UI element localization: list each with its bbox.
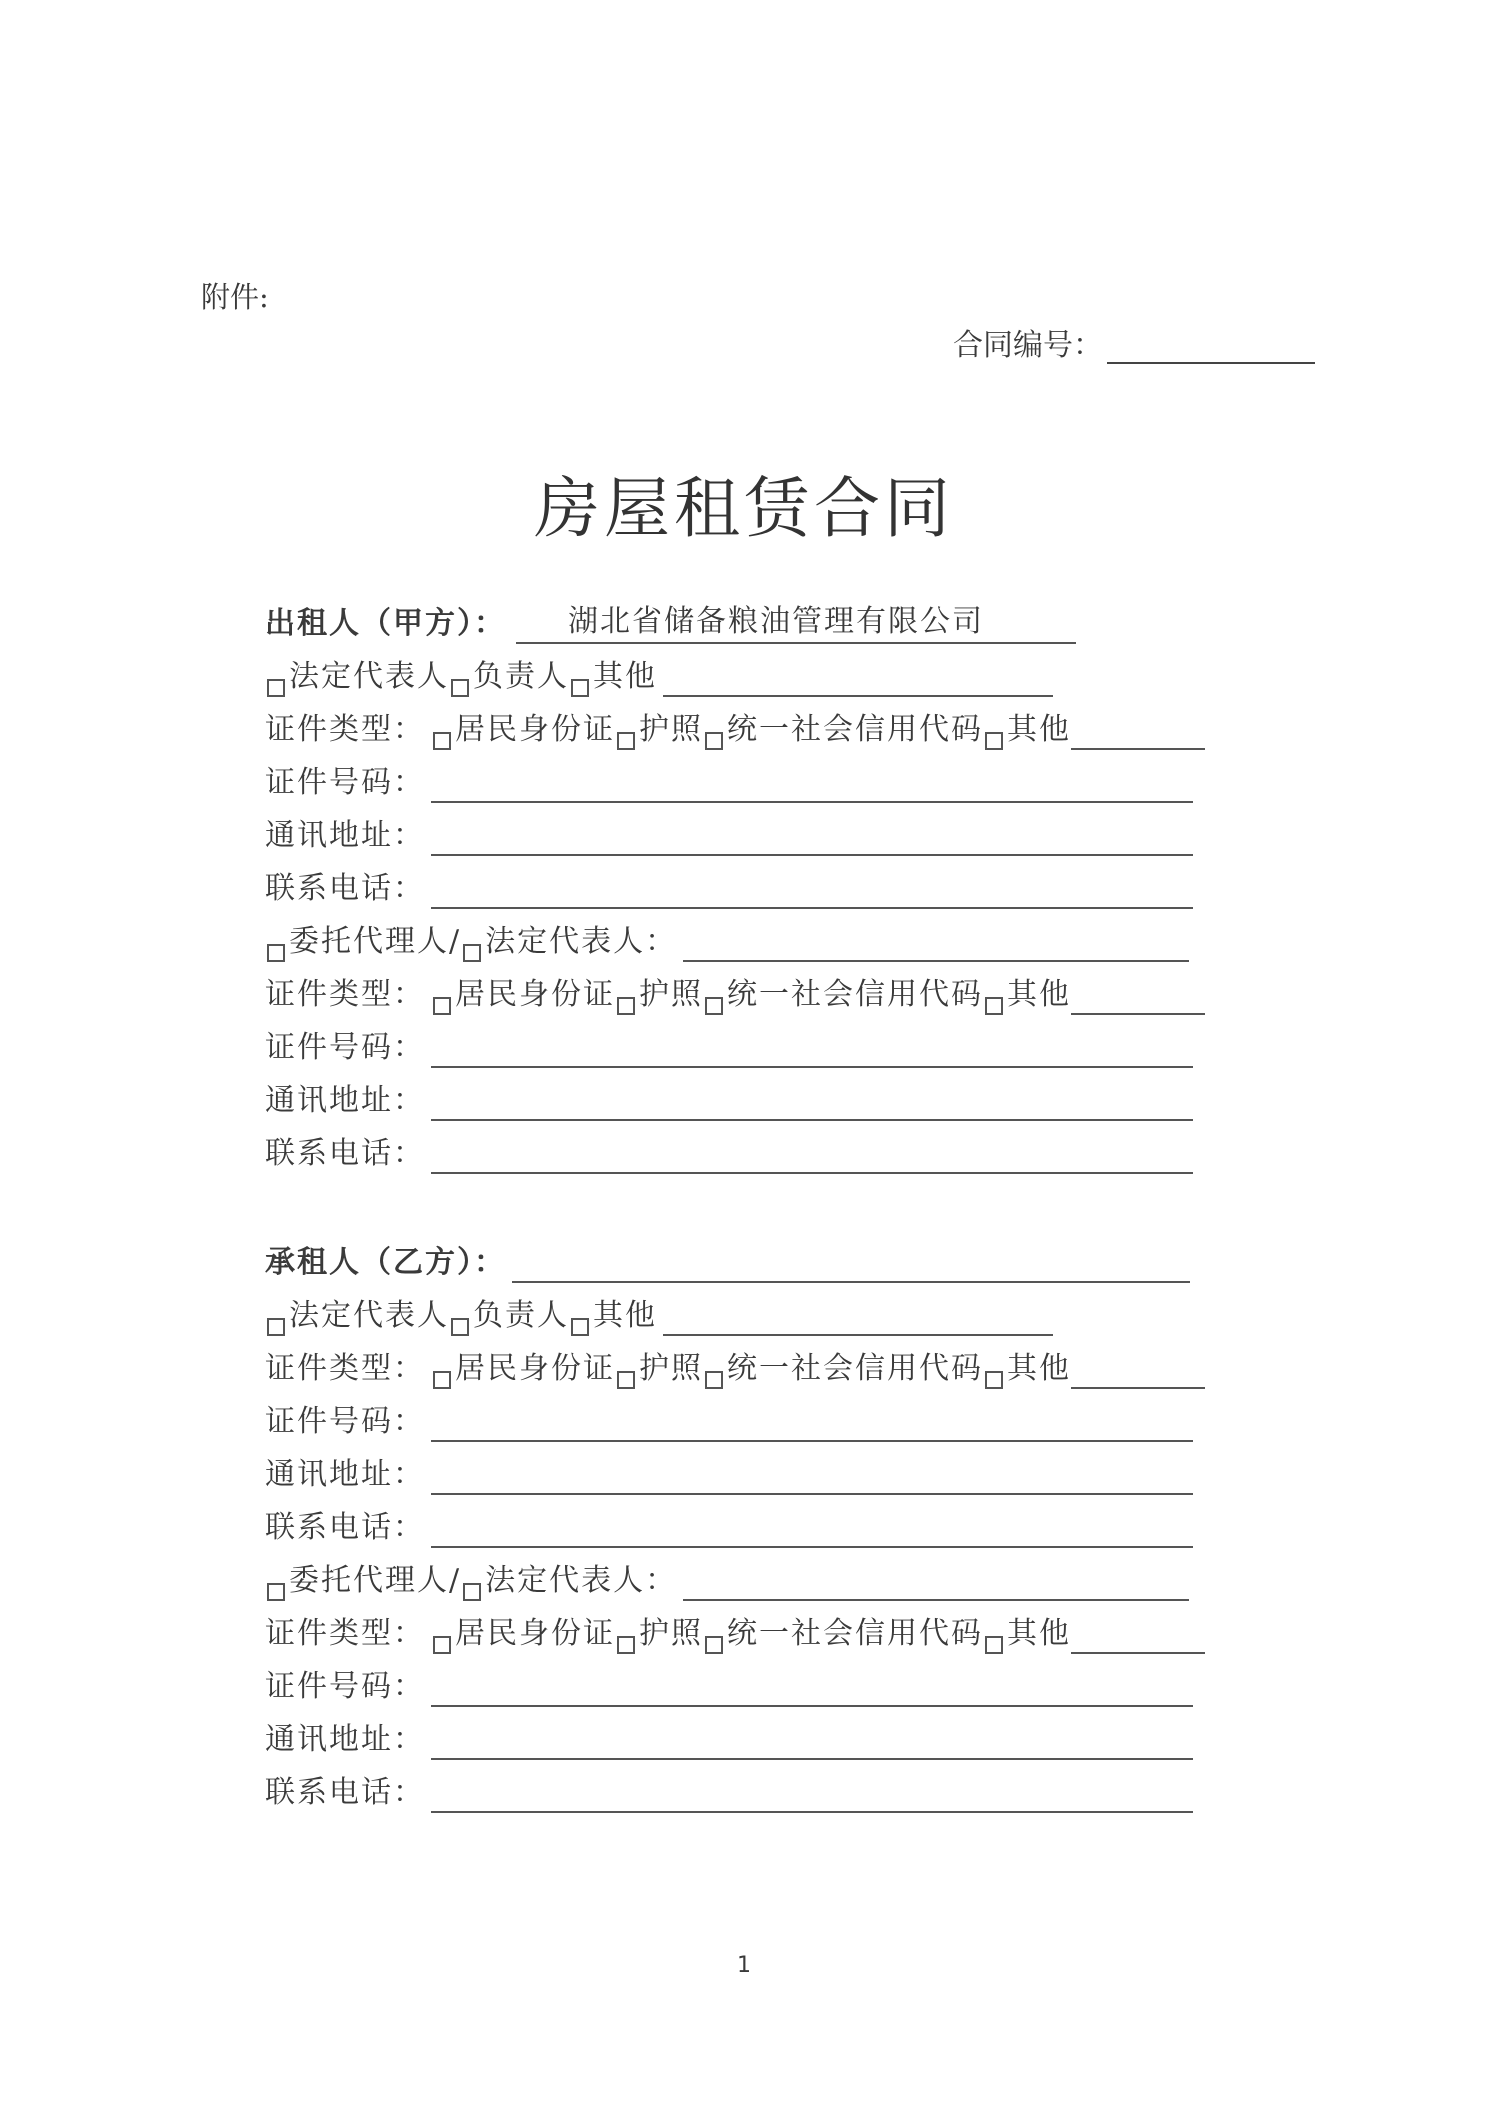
lessee-phone-row bbox=[265, 1506, 1193, 1548]
blank-line bbox=[431, 1032, 1193, 1068]
blank-line bbox=[663, 1300, 1053, 1336]
blank-line bbox=[1071, 714, 1205, 750]
lessor-agent-address-row bbox=[265, 1079, 1193, 1121]
lessor-rep-option: 法定代表人 bbox=[289, 659, 449, 694]
lessor-agent-id-no-row bbox=[265, 1026, 1193, 1068]
checkbox-icon bbox=[267, 679, 285, 697]
id-type-option: 护照 bbox=[639, 1616, 703, 1651]
checkbox-icon bbox=[985, 732, 1003, 750]
checkbox-icon bbox=[617, 1371, 635, 1389]
agent-option: 委托代理人/ bbox=[289, 1563, 462, 1598]
checkbox-icon bbox=[617, 732, 635, 750]
checkbox-icon bbox=[267, 1583, 285, 1601]
lessor-agent-row bbox=[265, 920, 1189, 962]
id-type-option: 护照 bbox=[639, 977, 703, 1012]
id-type-label: 证件类型： bbox=[265, 977, 425, 1012]
blank-line bbox=[431, 767, 1193, 803]
lessor-heading: 出租人（甲方）： bbox=[265, 606, 506, 641]
checkbox-icon bbox=[463, 1583, 481, 1601]
id-no-label: 证件号码： bbox=[265, 765, 425, 800]
lessee-heading: 承租人（乙方）： bbox=[265, 1245, 506, 1280]
lessor-agent-id-type-row bbox=[265, 973, 1205, 1015]
checkbox-icon bbox=[985, 1371, 1003, 1389]
blank-line bbox=[1071, 1353, 1205, 1389]
id-type-option: 居民身份证 bbox=[455, 1351, 615, 1386]
blank-line bbox=[431, 1138, 1193, 1174]
blank-line bbox=[431, 820, 1193, 856]
agent-option: 法定代表人： bbox=[485, 1563, 678, 1598]
id-no-label: 证件号码： bbox=[265, 1030, 425, 1065]
blank-line bbox=[431, 1724, 1193, 1760]
lessor-address-row bbox=[265, 814, 1193, 856]
lessor-name-line bbox=[516, 606, 1076, 644]
lessor-id-type-row bbox=[265, 708, 1205, 750]
id-no-label: 证件号码： bbox=[265, 1669, 425, 1704]
blank-line bbox=[512, 1247, 1190, 1283]
blank-line bbox=[1071, 979, 1205, 1015]
document-title: 房屋租赁合同 bbox=[534, 470, 954, 547]
lessee-agent-phone-row bbox=[265, 1771, 1193, 1813]
lessee-address-row bbox=[265, 1453, 1193, 1495]
checkbox-icon bbox=[705, 1636, 723, 1654]
id-type-option: 居民身份证 bbox=[455, 1616, 615, 1651]
blank-line bbox=[431, 1085, 1193, 1121]
checkbox-icon bbox=[985, 997, 1003, 1015]
contract-number-label: 合同编号： bbox=[953, 328, 1103, 363]
lessee-agent-id-type-row bbox=[265, 1612, 1205, 1654]
lessee-agent-address-row bbox=[265, 1718, 1193, 1760]
blank-line bbox=[431, 1459, 1193, 1495]
checkbox-icon bbox=[463, 944, 481, 962]
lessee-agent-id-no-row bbox=[265, 1665, 1193, 1707]
lessee-agent-row bbox=[265, 1559, 1189, 1601]
contract-number-blank bbox=[1107, 332, 1315, 364]
address-label: 通讯地址： bbox=[265, 1083, 425, 1118]
blank-line bbox=[431, 1406, 1193, 1442]
id-type-option: 其他 bbox=[1007, 1351, 1071, 1386]
id-type-option: 其他 bbox=[1007, 977, 1071, 1012]
id-type-option: 统一社会信用代码 bbox=[727, 977, 983, 1012]
lessor-rep-option: 负责人 bbox=[473, 659, 569, 694]
lessee-rep-row bbox=[265, 1294, 1053, 1336]
checkbox-icon bbox=[571, 1318, 589, 1336]
checkbox-icon bbox=[433, 1371, 451, 1389]
checkbox-icon bbox=[267, 1318, 285, 1336]
blank-line bbox=[683, 926, 1189, 962]
checkbox-icon bbox=[451, 679, 469, 697]
id-type-label: 证件类型： bbox=[265, 712, 425, 747]
lessor-id-no-row bbox=[265, 761, 1193, 803]
id-type-option: 护照 bbox=[639, 1351, 703, 1386]
blank-line bbox=[431, 1671, 1193, 1707]
checkbox-icon bbox=[617, 1636, 635, 1654]
id-type-option: 其他 bbox=[1007, 1616, 1071, 1651]
checkbox-icon bbox=[705, 732, 723, 750]
blank-line bbox=[431, 1777, 1193, 1813]
lessee-rep-option: 负责人 bbox=[473, 1298, 569, 1333]
blank-line bbox=[431, 1512, 1193, 1548]
id-type-option: 居民身份证 bbox=[455, 712, 615, 747]
lessor-phone-row bbox=[265, 867, 1193, 909]
id-type-option: 统一社会信用代码 bbox=[727, 1616, 983, 1651]
checkbox-icon bbox=[433, 1636, 451, 1654]
lessee-rep-option: 其他 bbox=[593, 1298, 657, 1333]
contract-number-field bbox=[953, 320, 1315, 364]
checkbox-icon bbox=[451, 1318, 469, 1336]
address-label: 通讯地址： bbox=[265, 818, 425, 853]
checkbox-icon bbox=[705, 1371, 723, 1389]
lessee-row bbox=[265, 1241, 1190, 1283]
lessee-id-no-row bbox=[265, 1400, 1193, 1442]
id-type-option: 居民身份证 bbox=[455, 977, 615, 1012]
id-type-label: 证件类型： bbox=[265, 1351, 425, 1386]
phone-label: 联系电话： bbox=[265, 1510, 425, 1545]
checkbox-icon bbox=[433, 732, 451, 750]
checkbox-icon bbox=[985, 1636, 1003, 1654]
lessor-agent-phone-row bbox=[265, 1132, 1193, 1174]
attachment-label: 附件: bbox=[201, 280, 269, 314]
checkbox-icon bbox=[571, 679, 589, 697]
blank-line bbox=[683, 1565, 1189, 1601]
blank-line bbox=[663, 661, 1053, 697]
lessor-name: 湖北省储备粮油管理有限公司 bbox=[568, 604, 984, 639]
phone-label: 联系电话： bbox=[265, 1775, 425, 1810]
lessor-row bbox=[265, 602, 1076, 644]
agent-option: 法定代表人： bbox=[485, 924, 678, 959]
phone-label: 联系电话： bbox=[265, 1136, 425, 1171]
id-type-option: 其他 bbox=[1007, 712, 1071, 747]
lessor-rep-option: 其他 bbox=[593, 659, 657, 694]
id-type-option: 统一社会信用代码 bbox=[727, 1351, 983, 1386]
checkbox-icon bbox=[617, 997, 635, 1015]
lessor-rep-row bbox=[265, 655, 1053, 697]
blank-line bbox=[1071, 1618, 1205, 1654]
agent-option: 委托代理人/ bbox=[289, 924, 462, 959]
checkbox-icon bbox=[267, 944, 285, 962]
address-label: 通讯地址： bbox=[265, 1722, 425, 1757]
id-type-label: 证件类型： bbox=[265, 1616, 425, 1651]
page-number: 1 bbox=[737, 1953, 751, 1978]
id-no-label: 证件号码： bbox=[265, 1404, 425, 1439]
address-label: 通讯地址： bbox=[265, 1457, 425, 1492]
checkbox-icon bbox=[433, 997, 451, 1015]
lessee-rep-option: 法定代表人 bbox=[289, 1298, 449, 1333]
id-type-option: 统一社会信用代码 bbox=[727, 712, 983, 747]
blank-line bbox=[431, 873, 1193, 909]
id-type-option: 护照 bbox=[639, 712, 703, 747]
phone-label: 联系电话： bbox=[265, 871, 425, 906]
checkbox-icon bbox=[705, 997, 723, 1015]
lessee-id-type-row bbox=[265, 1347, 1205, 1389]
